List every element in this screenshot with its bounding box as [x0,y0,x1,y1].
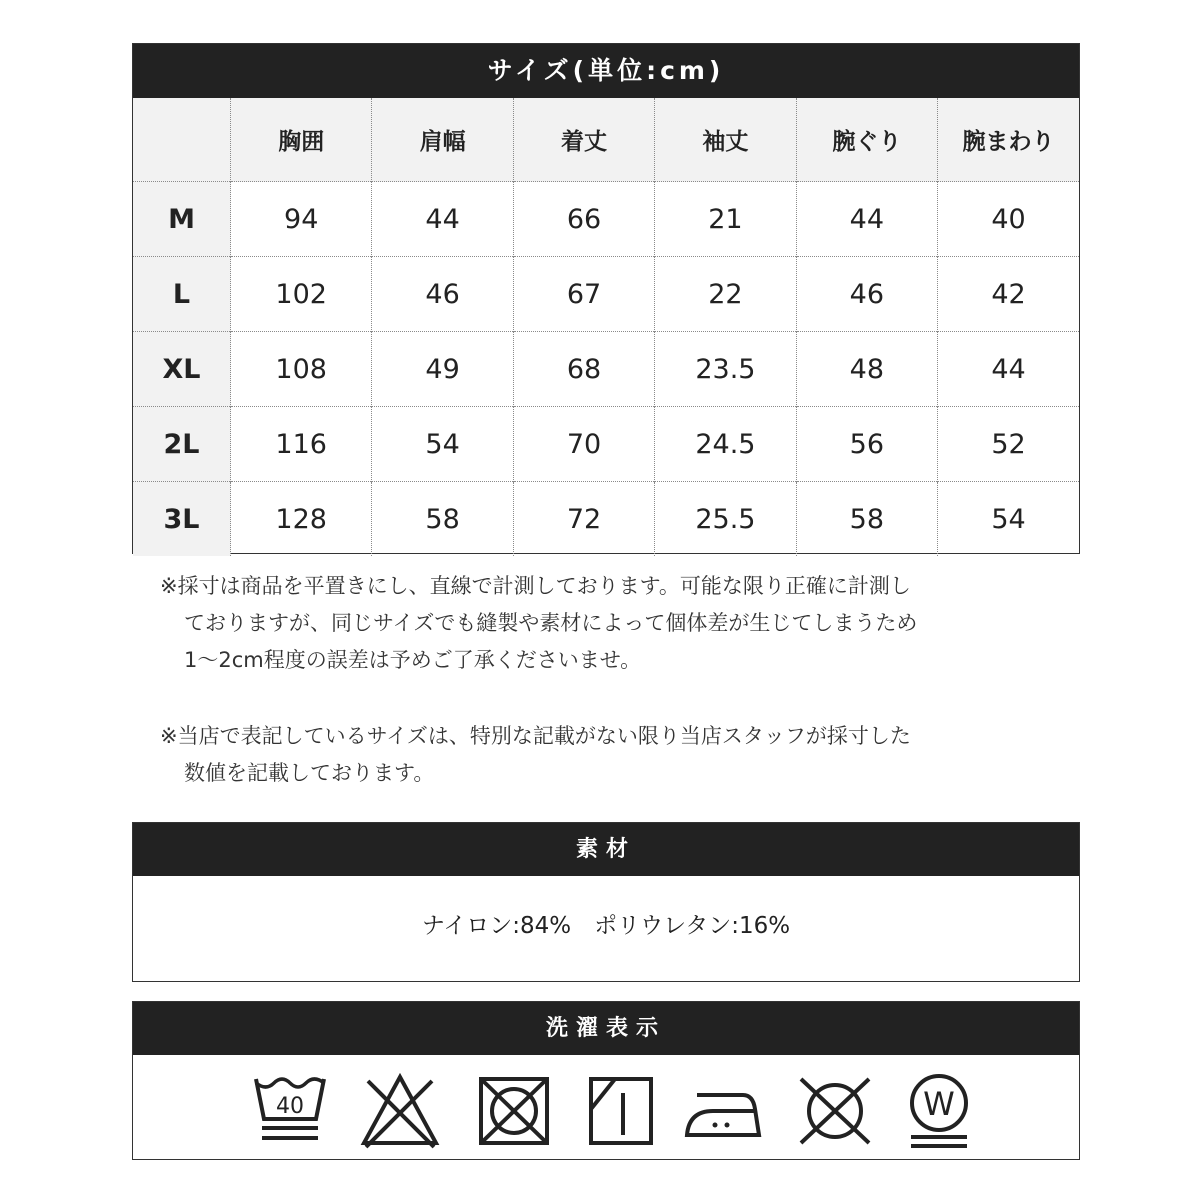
header-empty [133,98,231,182]
size-note [160,718,1040,792]
size-label: 3L [133,482,231,557]
material-section [132,822,1080,982]
table-cell: 58 [372,482,513,557]
wet-clean-label: W [923,1085,955,1123]
table-cell: 25.5 [655,482,796,557]
table-cell: 102 [231,257,372,332]
wash-temperature-label: 40 [276,1094,304,1119]
laundry-title: 洗濯表示 [133,1002,1079,1055]
table-cell: 46 [372,257,513,332]
table-cell: 94 [231,182,372,257]
header-chest: 胸囲 [231,98,372,182]
note-line: ※採寸は商品を平置きにし、直線で計測しております。可能な限り正確に計測し [160,574,911,598]
table-cell: 49 [372,332,513,407]
size-label: 2L [133,407,231,482]
laundry-icons [133,1055,1079,1159]
table-cell: 48 [796,332,937,407]
header-arm-circumference: 腕まわり [938,98,1079,182]
header-sleeve: 袖丈 [655,98,796,182]
table-row [133,257,1079,332]
note-line: 1〜2cm程度の誤差は予めご了承くださいませ。 [184,648,642,672]
table-cell: 70 [513,407,654,482]
table-cell: 24.5 [655,407,796,482]
note-line: 数値を記載しております。 [184,761,435,785]
size-label: L [133,257,231,332]
table-row [133,482,1079,557]
table-cell: 40 [938,182,1079,257]
table-row [133,407,1079,482]
note-line: ておりますが、同じサイズでも縫製や素材によって個体差が生じてしまうため [184,611,918,635]
table-cell: 108 [231,332,372,407]
size-label: XL [133,332,231,407]
size-grid [133,98,1079,556]
wash-40-gentle-icon [250,1073,330,1149]
measurement-note [160,568,1040,679]
note-line: ※当店で表記しているサイズは、特別な記載がない限り当店スタッフが採寸した [160,724,911,748]
no-bleach-icon [360,1073,440,1149]
size-table [132,43,1080,554]
table-cell: 22 [655,257,796,332]
header-length: 着丈 [513,98,654,182]
table-cell: 66 [513,182,654,257]
header-row [133,98,1079,182]
table-cell: 67 [513,257,654,332]
table-cell: 68 [513,332,654,407]
table-cell: 54 [938,482,1079,557]
line-dry-icon [585,1073,665,1149]
size-label: M [133,182,231,257]
table-cell: 128 [231,482,372,557]
laundry-section [132,1001,1080,1160]
table-cell: 72 [513,482,654,557]
table-row [133,182,1079,257]
table-cell: 44 [796,182,937,257]
table-cell: 58 [796,482,937,557]
header-armhole: 腕ぐり [796,98,937,182]
table-cell: 56 [796,407,937,482]
material-title: 素材 [133,823,1079,876]
table-cell: 54 [372,407,513,482]
table-cell: 46 [796,257,937,332]
header-shoulder: 肩幅 [372,98,513,182]
table-cell: 52 [938,407,1079,482]
wet-clean-icon [899,1073,979,1149]
material-text: ナイロン:84% ポリウレタン:16% [421,913,791,939]
iron-medium-icon [683,1073,763,1149]
no-dry-clean-icon [795,1073,875,1149]
size-table-title: サイズ(単位:cm) [133,44,1079,98]
table-cell: 21 [655,182,796,257]
table-row [133,332,1079,407]
table-cell: 44 [938,332,1079,407]
table-cell: 23.5 [655,332,796,407]
table-cell: 44 [372,182,513,257]
no-tumble-dry-icon [475,1073,555,1149]
table-cell: 116 [231,407,372,482]
table-cell: 42 [938,257,1079,332]
